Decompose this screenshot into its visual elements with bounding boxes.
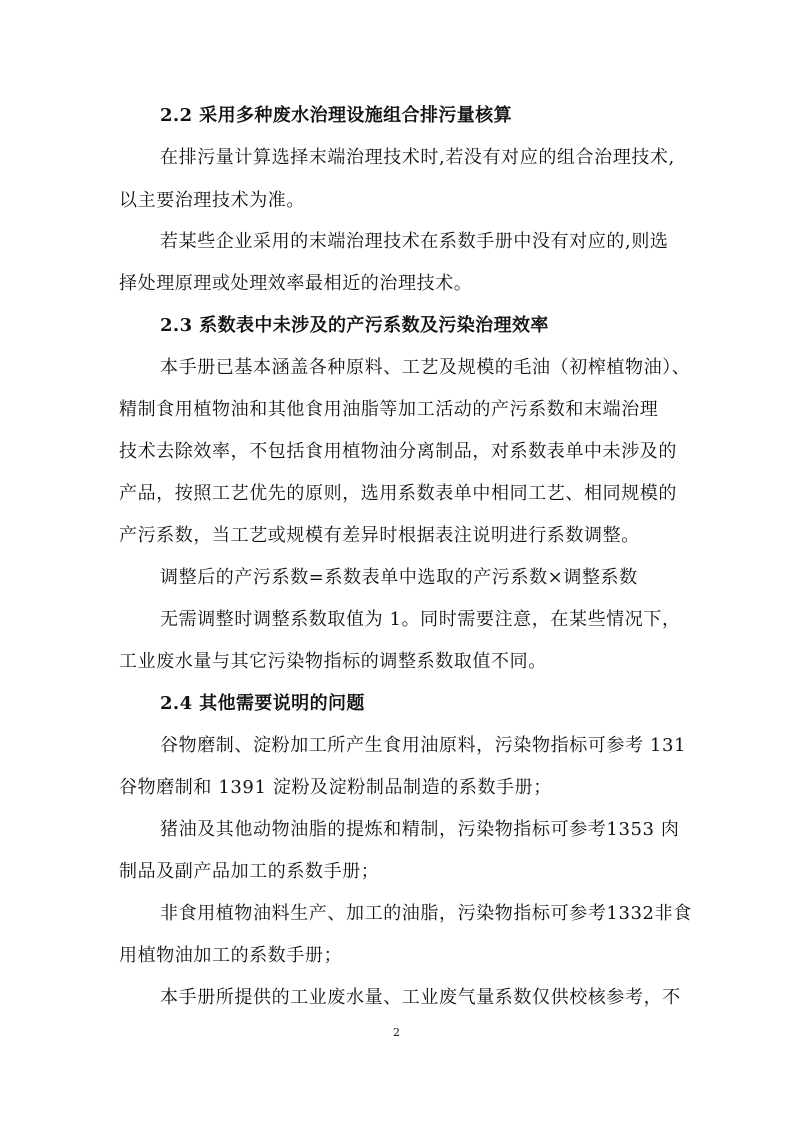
paragraph-line: 以主要治理技术为准。 xyxy=(119,190,305,211)
paragraph-line: 精制食用植物油和其他食用油脂等加工活动的产污系数和末端治理 xyxy=(119,399,659,420)
section-heading-2-3: 2.3 系数表中未涉及的产污系数及污染治理效率 xyxy=(160,315,549,336)
formula-line: 调整后的产污系数=系数表单中选取的产污系数×调整系数 xyxy=(160,567,638,588)
paragraph-line: 技术去除效率，不包括食用植物油分离制品，对系数表单中未涉及的 xyxy=(119,441,677,462)
paragraph-line: 用植物油加工的系数手册； xyxy=(119,945,343,966)
page-number: 2 xyxy=(393,1026,400,1039)
paragraph-line: 择处理原理或处理效率最相近的治理技术。 xyxy=(119,273,473,294)
paragraph-line: 若某些企业采用的末端治理技术在系数手册中没有对应的,则选 xyxy=(160,231,669,252)
paragraph-line: 无需调整时调整系数取值为 1。同时需要注意，在某些情况下， xyxy=(160,609,681,630)
paragraph-line: 产品，按照工艺优先的原则，选用系数表单中相同工艺、相同规模的 xyxy=(119,483,677,504)
paragraph-line: 制品及副产品加工的系数手册； xyxy=(119,861,380,882)
paragraph-line: 非食用植物油料生产、加工的油脂，污染物指标可参考1332非食 xyxy=(160,903,692,924)
paragraph-line: 谷物磨制和 1391 淀粉及淀粉制品制造的系数手册； xyxy=(119,777,552,798)
section-heading-2-4: 2.4 其他需要说明的问题 xyxy=(160,693,365,714)
paragraph-line: 谷物磨制、淀粉加工所产生食用油原料，污染物指标可参考 131 xyxy=(160,735,687,756)
paragraph-line: 猪油及其他动物油脂的提炼和精制，污染物指标可参考1353 肉 xyxy=(160,819,680,840)
paragraph-line: 本手册已基本涵盖各种原料、工艺及规模的毛油（初榨植物油）、 xyxy=(160,357,691,378)
paragraph-line: 产污系数，当工艺或规模有差异时根据表注说明进行系数调整。 xyxy=(119,525,640,546)
paragraph-line: 工业废水量与其它污染物指标的调整系数取值不同。 xyxy=(119,651,547,672)
paragraph-line: 本手册所提供的工业废水量、工业废气量系数仅供校核参考，不 xyxy=(160,987,681,1008)
section-heading-2-2: 2.2 采用多种废水治理设施组合排污量核算 xyxy=(160,105,512,126)
paragraph-line: 在排污量计算选择末端治理技术时,若没有对应的组合治理技术, xyxy=(160,147,675,168)
